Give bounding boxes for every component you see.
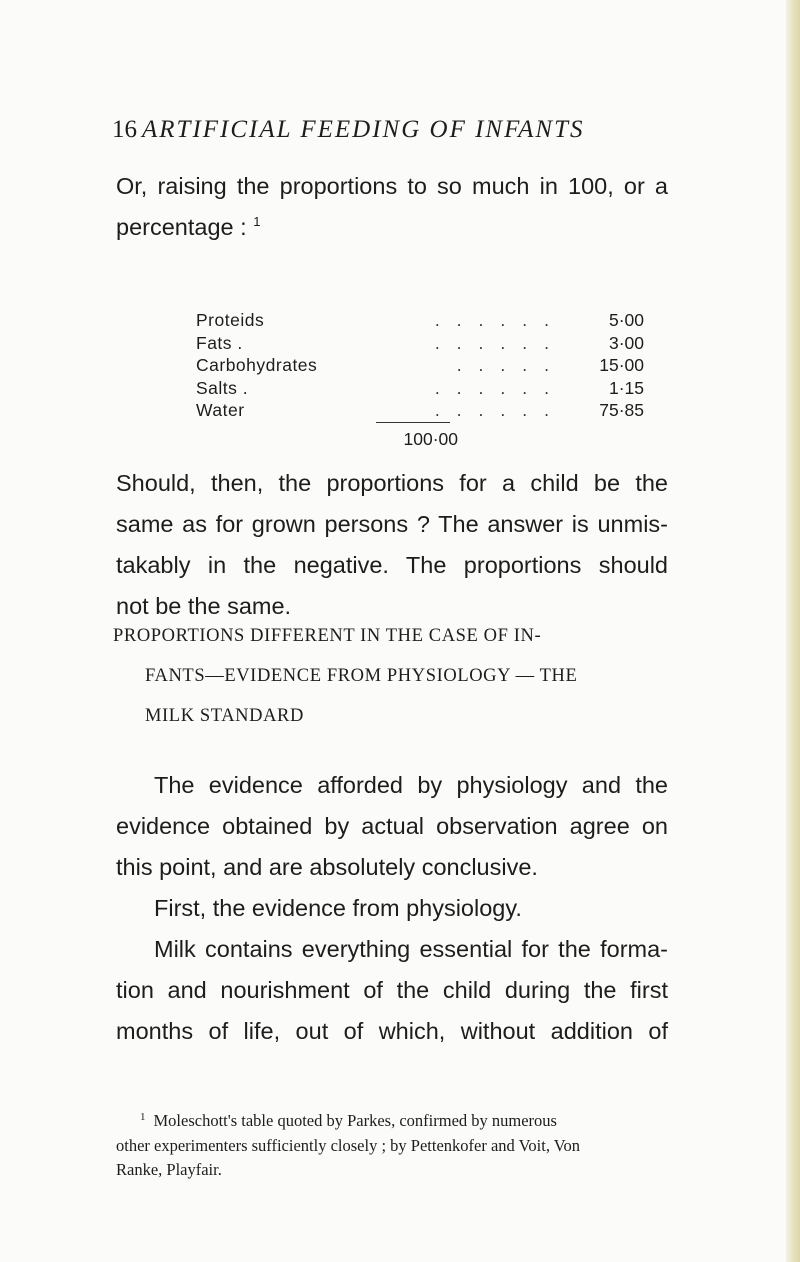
row-label: Fats . (196, 332, 243, 353)
heading-line: MILK STANDARD (145, 706, 304, 726)
intro-paragraph (116, 166, 668, 248)
paragraph-first (116, 888, 668, 929)
paragraph-evidence (116, 765, 668, 888)
row-value: 5·00 (608, 310, 644, 330)
running-head (112, 116, 672, 152)
section-heading (113, 616, 667, 736)
table-row (196, 377, 656, 400)
heading-line: FANTS—EVIDENCE FROM PHYSIOLOGY — THE (145, 666, 578, 686)
text-line: evidence obtained by actual observation agree on (116, 813, 668, 839)
heading-line: PROPORTIONS DIFFERENT IN THE CASE OF IN- (113, 626, 542, 646)
leader-dots: ...... (434, 332, 566, 353)
total-rule (376, 422, 450, 423)
text-line: not be the same. (116, 593, 292, 619)
row-label: Carbohydrates (196, 355, 318, 376)
row-label: Proteids (196, 310, 265, 330)
footnote-line-1-text: Moleschott's table quoted by Parkes, confirmed by numerous (153, 1111, 557, 1130)
composition-table (196, 309, 656, 422)
text-line: same as for grown persons ? The answer is unmis- (116, 511, 668, 537)
text-line: takably in the negative. The proportions should (116, 552, 668, 578)
text-line: tion and nourishment of the child during the first (116, 977, 668, 1003)
intro-line-2 (116, 207, 668, 248)
intro-line-2-text: percentage : (116, 214, 247, 240)
intro-line-1: Or, raising the proportions to so much in 100, or a (116, 173, 668, 199)
text-line: Should, then, the proportions for a child be the (116, 470, 668, 496)
footnote-reference: 1 (253, 214, 261, 230)
footnote-mark: 1 (140, 1110, 146, 1123)
table-row (196, 332, 656, 355)
paragraph-proportions (116, 463, 668, 627)
row-label: Water (196, 400, 245, 421)
table-total: 100·00 (403, 429, 458, 449)
footnote-line: other experimenters sufficiently closely ; by Pettenkofer and Voit, Von (116, 1135, 581, 1155)
row-value: 1·15 (608, 377, 644, 398)
text-line: this point, and are absolutely conclusive. (116, 854, 538, 880)
table-row (196, 354, 656, 377)
text-line: months of life, out of which, without addition of (116, 1018, 668, 1044)
footnote (116, 1109, 666, 1183)
row-value: 3·00 (608, 332, 644, 353)
page-edge (786, 0, 800, 1262)
text-line: First, the evidence from physiology. (154, 895, 522, 921)
leader-dots: ..... (456, 355, 566, 376)
table-row (196, 309, 656, 332)
row-value: 75·85 (599, 400, 644, 421)
page-number: 16 (112, 116, 137, 143)
row-value: 15·00 (599, 355, 644, 376)
running-title: ARTIFICIAL FEEDING OF INFANTS (142, 116, 585, 143)
leader-dots: ...... (434, 377, 566, 398)
leader-dots: ...... (434, 400, 566, 421)
footnote-line: Ranke, Playfair. (116, 1160, 222, 1179)
row-label: Salts . (196, 377, 249, 398)
text-line: Milk contains everything essential for the forma- (154, 936, 668, 962)
paragraph-milk (116, 929, 668, 1052)
table-row (196, 399, 656, 422)
leader-dots: ...... (434, 310, 566, 330)
footnote-line (116, 1109, 666, 1134)
text-line: The evidence afforded by physiology and the (154, 772, 668, 798)
